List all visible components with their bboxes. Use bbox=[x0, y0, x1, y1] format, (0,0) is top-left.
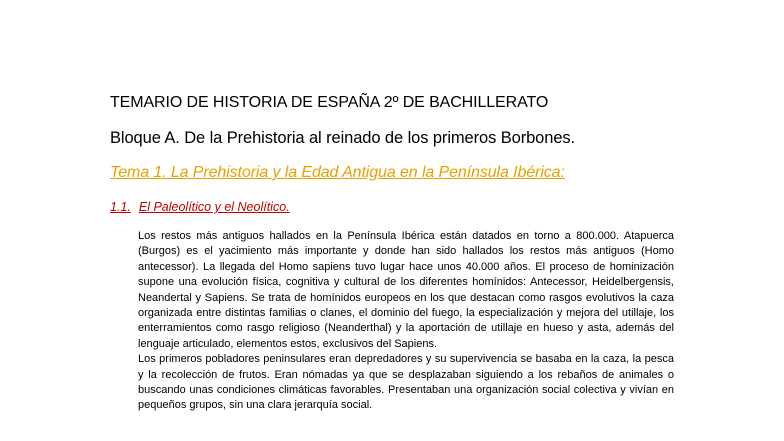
section-heading bbox=[110, 200, 290, 214]
section-title: El Paleolítico y el Neolítico. bbox=[138, 200, 290, 214]
body-text bbox=[138, 229, 674, 414]
paragraph: Los restos más antiguos hallados en la Península Ibérica están datados en torno a 800.000. Atapuerca (Burgos) es el yacimiento más importante y donde han sido hallados los restos más antiguos (Homo antecessor). La llegada del Homo sapiens tuvo lugar hace unos 40.000 años. El proceso de hominización supone una evolución física, cognitiva y cultural de los diferentes homínidos: Antecessor, Heidelbergensis, Neandertal y Sapiens. Se trata de homínidos europeos en los que destacan como rasgos evolutivos la caza organizada entre distintas familias o clanes, el dominio del fuego, la especialización y mejora del utillaje, los enterramientos como rasgo religioso (Neanderthal) y la aportación de utillaje en hueso y asta, además del lenguaje articulado, elementos estos, exclusivos del Sapiens. bbox=[138, 230, 674, 350]
section-number: 1.1. bbox=[110, 200, 131, 214]
theme-title: Tema 1. La Prehistoria y la Edad Antigua en la Península Ibérica: bbox=[110, 164, 565, 181]
document-title: TEMARIO DE HISTORIA DE ESPAÑA 2º DE BACHILLERATO bbox=[110, 94, 549, 111]
block-title: Bloque A. De la Prehistoria al reinado de los primeros Borbones. bbox=[110, 129, 576, 147]
paragraph: Los primeros pobladores peninsulares eran depredadores y su supervivencia se basaba en la caza, la pesca y la recolección de frutos. Eran nómadas ya que se desplazaban siguiendo a los rebaños de animales o buscando unas condiciones climáticas favorables. Presentaban una organización social colectiva y vivían en pequeños grupos, sin una clara jerarquía social. bbox=[138, 353, 674, 412]
